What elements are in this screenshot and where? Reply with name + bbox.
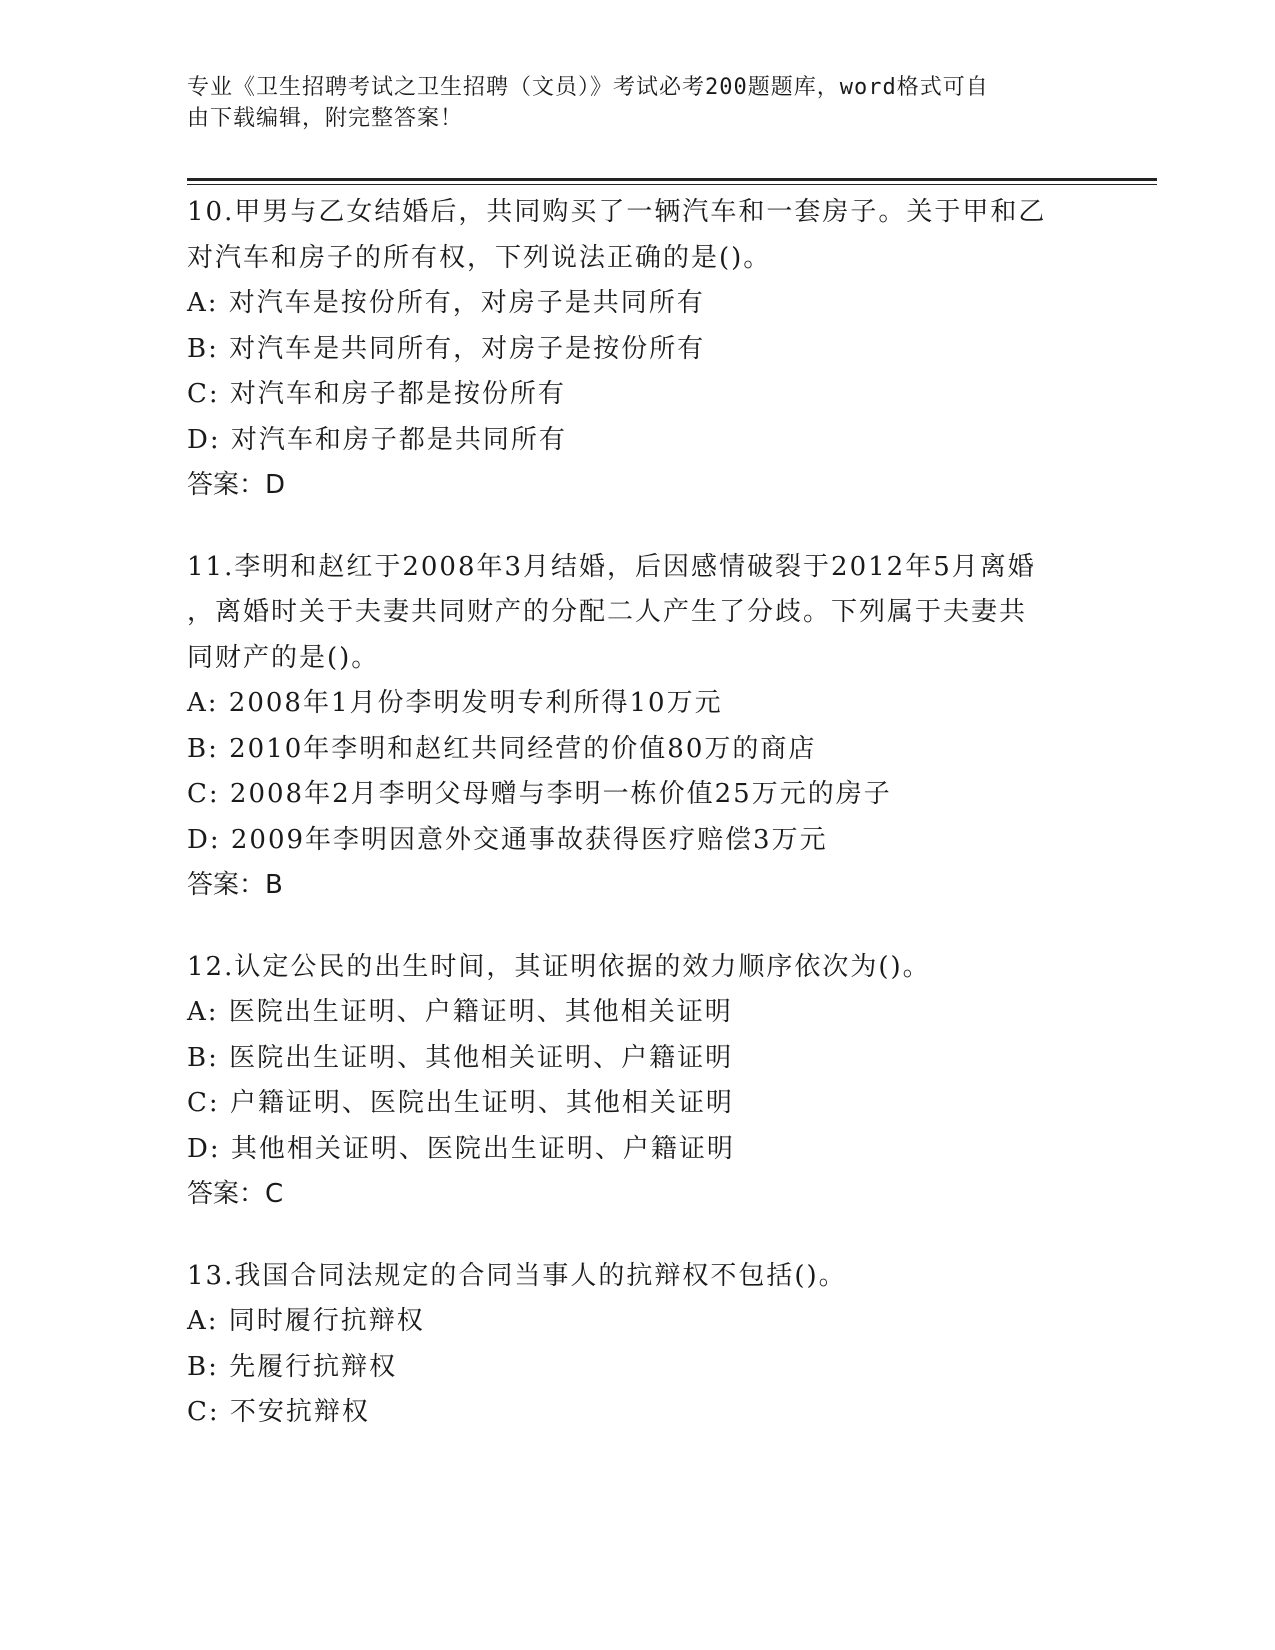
document-header: [187, 72, 1077, 134]
option-d: D: 对汽车和房子都是共同所有: [187, 424, 567, 455]
question-11: [187, 545, 1087, 909]
question-12: [187, 945, 1087, 1218]
header-divider-thin: [187, 184, 1157, 185]
answer-line: 答案：C: [187, 1179, 284, 1209]
option-b: B: 对汽车是共同所有，对房子是按份所有: [187, 333, 706, 364]
question-10: [187, 190, 1087, 509]
option-b: B: 先履行抗辩权: [187, 1351, 398, 1382]
answer-line: 答案：B: [187, 870, 283, 900]
question-13: [187, 1254, 1087, 1436]
option-c: C: 不安抗辩权: [187, 1397, 370, 1427]
option-a: A: 同时履行抗辩权: [187, 1306, 425, 1336]
question-stem-line: 对汽车和房子的所有权，下列说法正确的是()。: [187, 242, 772, 273]
answer-line: 答案：D: [187, 470, 286, 500]
option-b: B: 医院出生证明、其他相关证明、户籍证明: [187, 1042, 734, 1073]
option-c: C: 对汽车和房子都是按份所有: [187, 379, 566, 409]
option-c: C: 户籍证明、医院出生证明、其他相关证明: [187, 1088, 734, 1118]
question-stem-line: 11.李明和赵红于2008年3月结婚，后因感情破裂于2012年5月离婚: [187, 551, 1036, 582]
question-list: [187, 190, 1087, 1472]
option-a: A: 对汽车是按份所有，对房子是共同所有: [187, 288, 705, 318]
option-c: C: 2008年2月李明父母赠与李明一栋价值25万元的房子: [187, 779, 892, 809]
question-stem-line: 同财产的是()。: [187, 642, 380, 673]
question-stem-line: 13.我国合同法规定的合同当事人的抗辩权不包括()。: [187, 1260, 847, 1291]
question-stem-line: 10.甲男与乙女结婚后，共同购买了一辆汽车和一套房子。关于甲和乙: [187, 197, 1047, 227]
option-d: D: 其他相关证明、医院出生证明、户籍证明: [187, 1133, 735, 1164]
header-divider-thick: [187, 178, 1157, 181]
question-stem-line: ，离婚时关于夫妻共同财产的分配二人产生了分歧。下列属于夫妻共: [187, 597, 1028, 627]
option-b: B: 2010年李明和赵红共同经营的价值80万的商店: [187, 733, 817, 764]
option-a: A: 医院出生证明、户籍证明、其他相关证明: [187, 997, 733, 1027]
header-line-1: 专业《卫生招聘考试之卫生招聘（文员）》考试必考200题题库，word格式可自: [187, 75, 989, 100]
question-stem-line: 12.认定公民的出生时间，其证明依据的效力顺序依次为()。: [187, 951, 931, 982]
option-a: A: 2008年1月份李明发明专利所得10万元: [187, 688, 723, 718]
option-d: D: 2009年李明因意外交通事故获得医疗赔偿3万元: [187, 824, 828, 855]
header-line-2: 由下载编辑，附完整答案！: [187, 106, 464, 131]
